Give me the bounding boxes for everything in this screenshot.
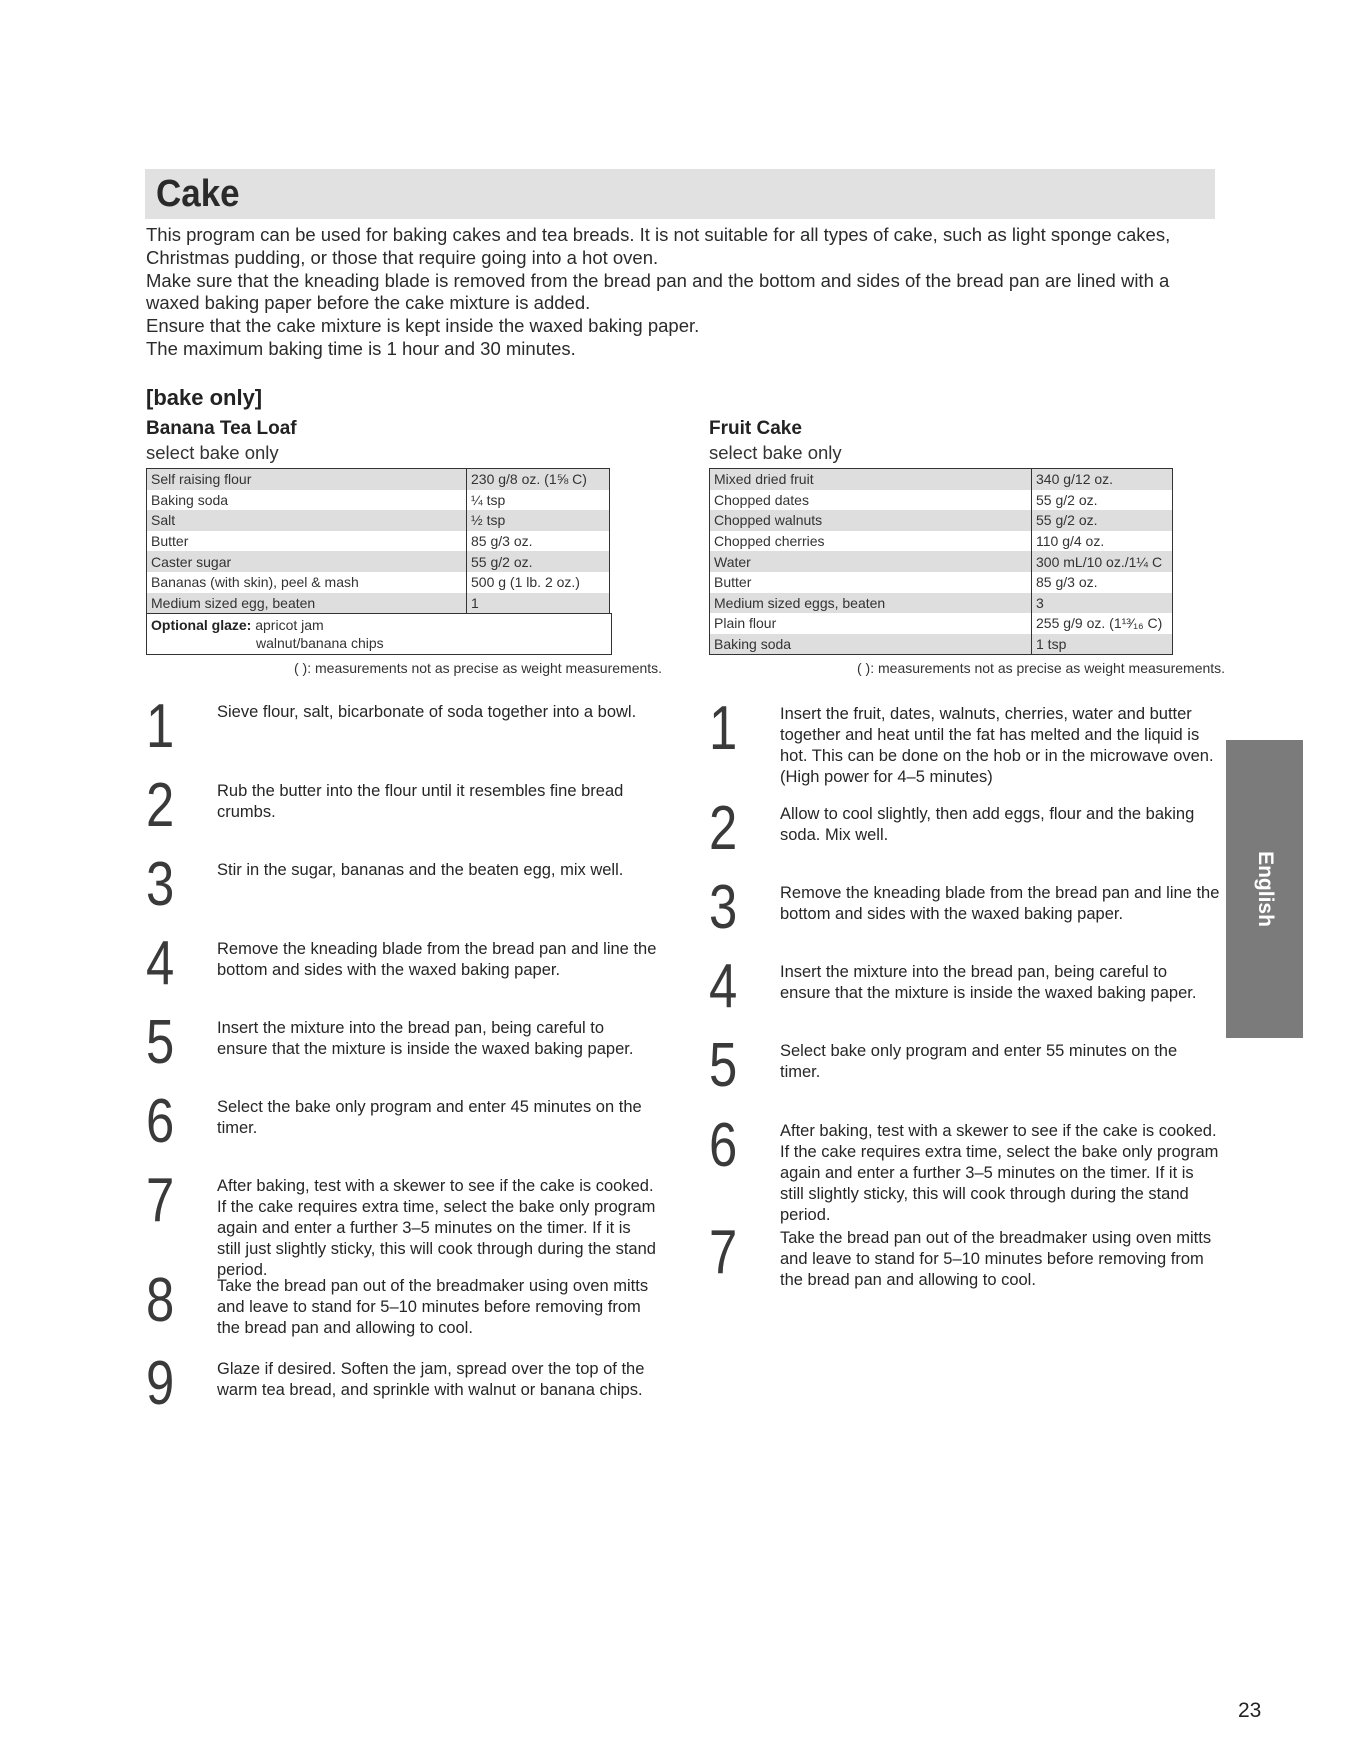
intro-paragraph: The maximum baking time is 1 hour and 30 minutes. (146, 337, 576, 359)
step-text: After baking, test with a skewer to see if the cake is cooked. If the cake requires extra time, select the bake only program again and enter a further 3–5 minutes on the timer. If it is still slightly sticky, this will cook through during the stand period. (780, 1122, 1219, 1224)
optional-glaze (146, 613, 612, 655)
ingredient-row (147, 572, 610, 593)
step-number: 6 (146, 1087, 175, 1156)
language-tab (1226, 740, 1303, 1038)
page-title: Cake (156, 173, 240, 215)
step-number: 7 (709, 1218, 738, 1287)
ingredient-quantity: 85 g/3 oz. (467, 531, 610, 552)
step-text: Stir in the sugar, bananas and the beaten egg, mix well. (217, 861, 624, 879)
ingredient-quantity: ½ tsp (467, 510, 610, 531)
step-number: 4 (709, 952, 738, 1021)
step-number: 5 (146, 1008, 175, 1077)
banana-recipe (146, 417, 686, 676)
ingredient-quantity: 85 g/3 oz. (1032, 572, 1173, 593)
glaze-label: Optional glaze: (151, 616, 252, 633)
ingredient-name: Plain flour (710, 613, 1032, 634)
step-text: Take the bread pan out of the breadmaker using oven mitts and leave to stand for 5–10 minutes before removing from the bread pan and allowing to cool. (780, 1229, 1212, 1289)
ingredient-quantity: 500 g (1 lb. 2 oz.) (467, 572, 610, 593)
ingredient-name: Medium sized eggs, beaten (710, 593, 1032, 614)
ingredient-quantity: 1 tsp (1032, 634, 1173, 655)
ingredient-row (710, 469, 1173, 490)
step-number: 9 (146, 1349, 175, 1418)
step-text: After baking, test with a skewer to see if the cake is cooked. If the cake requires extra time, select the bake only program again and enter a further 3–5 minutes on the timer. If it is still just slightly sticky, this will cook through during the stand period. (217, 1177, 656, 1279)
recipe-subtitle: select bake only (146, 442, 279, 463)
step-number: 8 (146, 1266, 175, 1335)
recipe-title: Fruit Cake (709, 418, 802, 439)
ingredient-row (710, 490, 1173, 511)
ingredient-name: Chopped walnuts (710, 510, 1032, 531)
measurement-note: ( ): measurements not as precise as weight measurements. (294, 659, 663, 676)
ingredient-row (710, 613, 1173, 634)
step-text: Insert the mixture into the bread pan, being careful to ensure that the mixture is inside the waxed baking paper. (780, 963, 1197, 1002)
ingredient-quantity: ¼ tsp (467, 490, 610, 511)
step-number: 2 (709, 794, 738, 863)
step-number: 6 (709, 1111, 738, 1180)
step-text: Insert the fruit, dates, walnuts, cherries, water and butter together and heat until the fat has melted and the liquid is hot. This can be done on the hob or in the microwave oven. (High power for 4–5 minutes) (780, 705, 1214, 786)
ingredient-quantity: 300 mL/10 oz./1¼ C (1032, 551, 1173, 572)
ingredient-row (147, 593, 610, 614)
step-text: Select the bake only program and enter 45 minutes on the timer. (217, 1098, 642, 1137)
step-text: Select bake only program and enter 55 minutes on the timer. (780, 1042, 1178, 1081)
step-text: Sieve flour, salt, bicarbonate of soda together into a bowl. (217, 703, 637, 721)
ingredient-row (147, 490, 610, 511)
ingredient-quantity: 340 g/12 oz. (1032, 469, 1173, 490)
step-number: 3 (709, 873, 738, 942)
step-text: Glaze if desired. Soften the jam, spread over the top of the warm tea bread, and sprinkle with walnut or banana chips. (217, 1360, 645, 1399)
step-number: 5 (709, 1031, 738, 1100)
ingredient-row (710, 593, 1173, 614)
step-number: 1 (709, 694, 738, 763)
measurement-note: ( ): measurements not as precise as weight measurements. (857, 660, 1226, 677)
ingredient-quantity: 3 (1032, 593, 1173, 614)
step-text: Allow to cool slightly, then add eggs, flour and the baking soda. Mix well. (780, 805, 1195, 844)
step-text: Insert the mixture into the bread pan, being careful to ensure that the mixture is inside the waxed baking paper. (217, 1019, 634, 1058)
ingredient-name: Caster sugar (147, 551, 467, 572)
ingredient-row (710, 572, 1173, 593)
ingredient-quantity: 55 g/2 oz. (1032, 510, 1173, 531)
ingredient-row (710, 510, 1173, 531)
step-text: Rub the butter into the flour until it resembles fine bread crumbs. (217, 782, 624, 821)
ingredient-name: Medium sized egg, beaten (147, 593, 467, 614)
ingredient-quantity: 230 g/8 oz. (1⅝ C) (467, 469, 610, 490)
ingredient-name: Baking soda (147, 490, 467, 511)
ingredient-row (147, 531, 610, 552)
fruit-cake-recipe (709, 417, 1249, 676)
ingredient-name: Butter (147, 531, 467, 552)
glaze-item: walnut/banana chips (256, 634, 384, 651)
step-text: Remove the kneading blade from the bread pan and line the bottom and sides with the waxed baking paper. (217, 940, 657, 979)
step-number: 3 (146, 850, 175, 919)
ingredient-name: Chopped dates (710, 490, 1032, 511)
ingredients-table (709, 468, 1173, 655)
intro-paragraph: This program can be used for baking cakes and tea breads. It is not suitable for all types of cake, such as light sponge cakes, Christmas pudding, or those that require going into a hot oven. (146, 224, 1171, 268)
ingredient-row (147, 469, 610, 490)
ingredient-name: Baking soda (710, 634, 1032, 655)
step-number: 1 (146, 692, 175, 761)
intro-paragraph: Ensure that the cake mixture is kept inside the waxed baking paper. (146, 315, 700, 337)
step-number: 7 (146, 1166, 175, 1235)
ingredient-name: Mixed dried fruit (710, 469, 1032, 490)
ingredients-table (146, 468, 610, 614)
glaze-item: apricot jam (255, 616, 324, 633)
ingredient-name: Self raising flour (147, 469, 467, 490)
recipe-subtitle: select bake only (709, 442, 842, 463)
ingredient-quantity: 255 g/9 oz. (1¹³⁄₁₆ C) (1032, 613, 1173, 634)
intro-paragraph: Make sure that the kneading blade is removed from the bread pan and the bottom and sides of the bread pan are lined with a waxed baking paper before the cake mixture is added. (146, 269, 1170, 314)
ingredient-row (147, 551, 610, 572)
recipe-title: Banana Tea Loaf (146, 418, 297, 439)
language-tab-label: English (1253, 851, 1277, 927)
ingredient-name: Chopped cherries (710, 531, 1032, 552)
ingredient-quantity: 55 g/2 oz. (1032, 490, 1173, 511)
page-number: 23 (1238, 1699, 1262, 1722)
ingredient-name: Water (710, 551, 1032, 572)
ingredient-quantity: 1 (467, 593, 610, 614)
step-text: Take the bread pan out of the breadmaker using oven mitts and leave to stand for 5–10 minutes before removing from the bread pan and allowing to cool. (217, 1277, 649, 1337)
ingredient-quantity: 55 g/2 oz. (467, 551, 610, 572)
ingredient-quantity: 110 g/4 oz. (1032, 531, 1173, 552)
intro-text (146, 224, 1216, 361)
section-heading: [bake only] (146, 385, 263, 410)
ingredient-name: Bananas (with skin), peel & mash (147, 572, 467, 593)
ingredient-row (710, 634, 1173, 655)
ingredient-row (710, 531, 1173, 552)
ingredient-name: Butter (710, 572, 1032, 593)
ingredient-row (710, 551, 1173, 572)
ingredient-name: Salt (147, 510, 467, 531)
step-text: Remove the kneading blade from the bread pan and line the bottom and sides with the waxed baking paper. (780, 884, 1220, 923)
ingredient-row (147, 510, 610, 531)
step-number: 4 (146, 929, 175, 998)
step-number: 2 (146, 771, 175, 840)
page-title-bar (145, 169, 1215, 219)
